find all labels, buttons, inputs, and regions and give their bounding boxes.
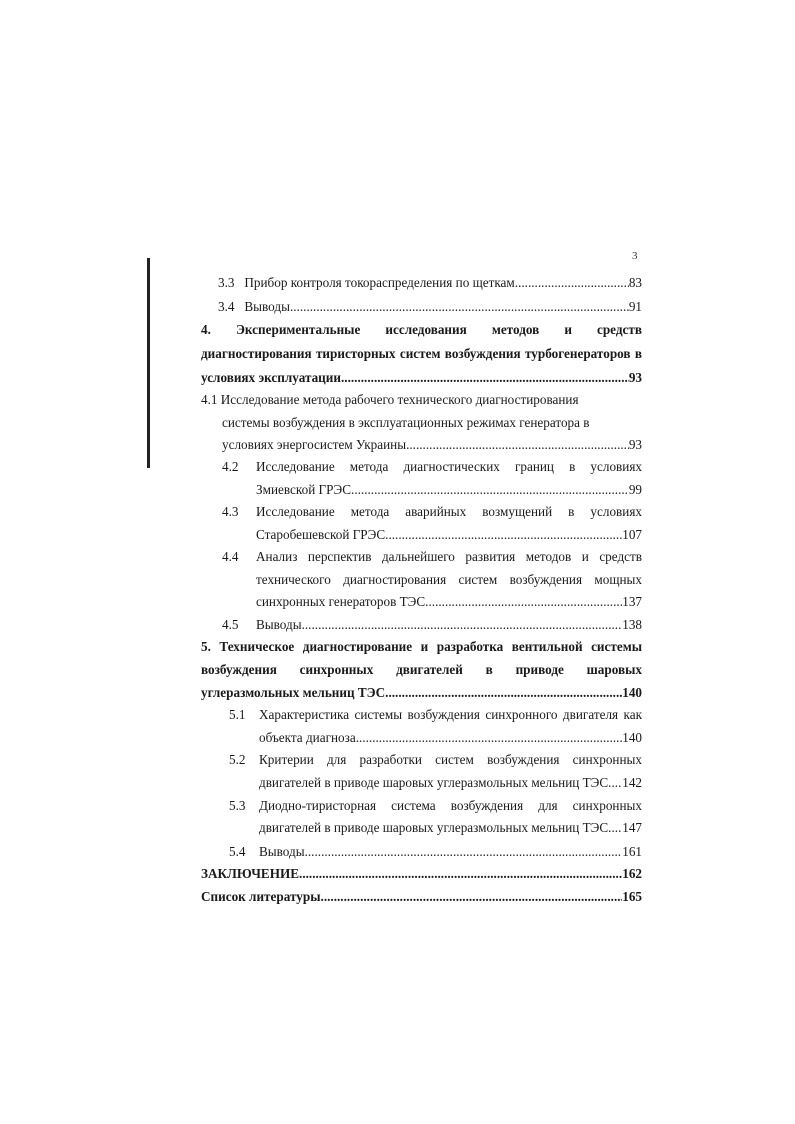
leader-dots [608,775,622,791]
toc-entry-5-3-line2 [259,820,642,836]
leader-dots [515,275,629,291]
toc-entry-4-2-line2 [256,482,642,498]
toc-title: Змиевской ГРЭС [256,482,352,497]
toc-page: 99 [628,482,642,497]
toc-entry-5-line2: возбуждения синхронных двигателей в приводе шаровых [201,662,642,677]
toc-entry-5-2-line2 [259,775,642,791]
leader-dots [385,527,622,543]
toc-entry-3-3 [218,275,642,291]
toc-title: Прибор контроля токораспределения по щеткам [244,275,515,290]
toc-entry-5-4 [259,844,642,860]
toc-entry-4-4-line1: Анализ перспектив дальнейшего развития методов и средств [256,549,642,564]
leader-dots [321,889,623,905]
toc-entry-4-line1: 4. Экспериментальные исследования методов и средств [201,322,642,337]
toc-num: 5.3 [229,798,246,813]
toc-entry-conclusion [201,866,642,882]
toc-entry-5-3-line1: Диодно-тиристорная система возбуждения для синхронных [259,798,642,813]
toc-entry-4-4-line2: технического диагностирования систем возбуждения мощных [256,572,642,587]
margin-bar [147,258,150,468]
toc-entry-4-3-line2 [256,527,642,543]
toc-entry-5-1-line1: Характеристика системы возбуждения синхронного двигателя как [259,707,642,722]
toc-title: Старобешевской ГРЭС [256,527,386,542]
toc-num: 4.5 [222,617,239,632]
toc-title: двигателей в приводе шаровых углеразмольных мельниц ТЭС [259,775,609,790]
toc-page: 162 [622,866,642,881]
toc-page: 93 [628,437,642,452]
toc-page: 142 [622,775,642,790]
toc-page: 165 [622,889,642,904]
leader-dots [608,820,622,836]
toc-title: Выводы [244,299,290,314]
leader-dots [290,299,629,315]
leader-dots [351,482,629,498]
toc-page: 91 [628,299,642,314]
toc-title: объекта диагноза [259,730,356,745]
leader-dots [406,437,629,453]
toc-num: 4.3 [222,504,239,519]
toc-entry-4-line2: диагностирования тиристорных систем возбуждения турбогенераторов в [201,346,642,361]
leader-dots [425,594,622,610]
toc-num: 3.3 [218,275,235,290]
toc-page: 140 [622,685,642,700]
toc-title: углеразмольных мельниц ТЭС [201,685,386,700]
toc-title: ЗАКЛЮЧЕНИЕ [201,866,300,881]
toc-page: 161 [622,844,642,859]
toc-entry-4-1-line3 [222,437,642,453]
toc-entry-references [201,889,642,905]
leader-dots [356,730,623,746]
leader-dots [305,844,623,860]
leader-dots [299,866,622,882]
toc-title: синхронных генераторов ТЭС [256,594,426,609]
toc-page: 93 [628,370,642,385]
toc-page: 147 [622,820,642,835]
toc-title: Выводы [259,844,305,859]
toc-entry-5-line1: 5. Техническое диагностирование и разработка вентильной системы [201,639,642,654]
toc-entry-4-4-line3 [256,594,642,610]
toc-title: Список литературы [201,889,321,904]
toc-entry-4-5 [256,617,642,633]
toc-page: 138 [622,617,642,632]
toc-num: 5.2 [229,752,246,767]
toc-entry-5-line3 [201,685,642,701]
toc-num: 5.1 [229,707,246,722]
leader-dots [302,617,623,633]
toc-page: 137 [622,594,642,609]
toc-entry-5-1-line2 [259,730,642,746]
toc-title: условиях эксплуатации [201,370,341,385]
toc-num: 3.4 [218,299,235,314]
toc-page: 140 [622,730,642,745]
toc-entry-3-4 [218,299,642,315]
leader-dots [341,370,629,386]
toc-entry-4-1-line1: 4.1 Исследование метода рабочего технического диагностирования [201,392,579,407]
toc-num: 4.4 [222,549,239,564]
toc-entry-4-2-line1: Исследование метода диагностических границ в условиях [256,459,642,474]
toc-entry-4-line3 [201,370,642,386]
page-number: 3 [632,250,638,262]
toc-page: 83 [628,275,642,290]
toc-entry-4-3-line1: Исследование метода аварийных возмущений в условиях [256,504,642,519]
toc-title: двигателей в приводе шаровых углеразмольных мельниц ТЭС [259,820,609,835]
toc-title: Выводы [256,617,302,632]
toc-num: 4.2 [222,459,239,474]
toc-entry-4-1-line2: системы возбуждения в эксплуатационных режимах генератора в [222,415,590,430]
toc-num: 5.4 [229,844,246,859]
toc-title: условиях энергосистем Украины [222,437,407,452]
toc-page: 107 [622,527,642,542]
toc-entry-5-2-line1: Критерии для разработки систем возбуждения синхронных [259,752,642,767]
leader-dots [385,685,622,701]
